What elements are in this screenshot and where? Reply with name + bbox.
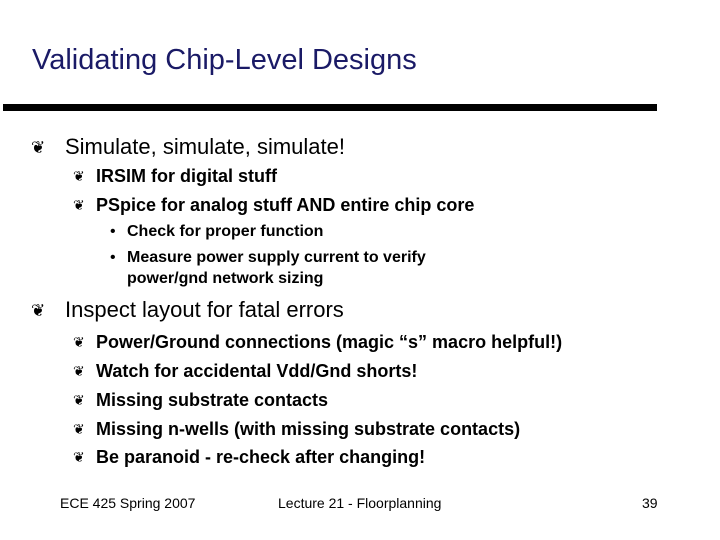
- bullet-text: Power/Ground connections (magic “s” macro helpful!): [96, 332, 563, 352]
- bullet-text: Measure power supply current to verify: [127, 249, 426, 266]
- slide-number: 39: [642, 495, 658, 511]
- hook-bullet-icon: ❦: [73, 450, 85, 466]
- hook-bullet-icon: ❦: [73, 422, 85, 438]
- hook-bullet-icon: ❦: [73, 169, 85, 185]
- dot-bullet-icon: •: [110, 223, 116, 240]
- hook-bullet-icon: ❦: [31, 138, 46, 158]
- bullet-text: Missing substrate contacts: [96, 390, 329, 410]
- bullet-text: Inspect layout for fatal errors: [65, 297, 344, 322]
- bullet-text: power/gnd network sizing: [127, 270, 324, 287]
- slide-title: Validating Chip-Level Designs: [32, 44, 417, 76]
- dot-bullet-icon: •: [110, 249, 116, 266]
- bullet-text: Check for proper function: [127, 223, 324, 240]
- bullet-text: IRSIM for digital stuff: [96, 166, 277, 186]
- footer-lecture-title: Lecture 21 - Floorplanning: [278, 495, 442, 511]
- hook-bullet-icon: ❦: [73, 364, 85, 380]
- bullet-text: PSpice for analog stuff AND entire chip core: [96, 195, 475, 215]
- title-divider: [3, 104, 657, 111]
- bullet-text: Simulate, simulate, simulate!: [65, 134, 345, 159]
- hook-bullet-icon: ❦: [73, 393, 85, 409]
- bullet-text: Watch for accidental Vdd/Gnd shorts!: [96, 361, 418, 381]
- bullet-text: Missing n-wells (with missing substrate contacts): [96, 419, 521, 439]
- hook-bullet-icon: ❦: [73, 335, 85, 351]
- footer-course: ECE 425 Spring 2007: [60, 495, 196, 511]
- bullet-text: Be paranoid - re-check after changing!: [96, 447, 426, 467]
- hook-bullet-icon: ❦: [73, 198, 85, 214]
- hook-bullet-icon: ❦: [31, 301, 46, 321]
